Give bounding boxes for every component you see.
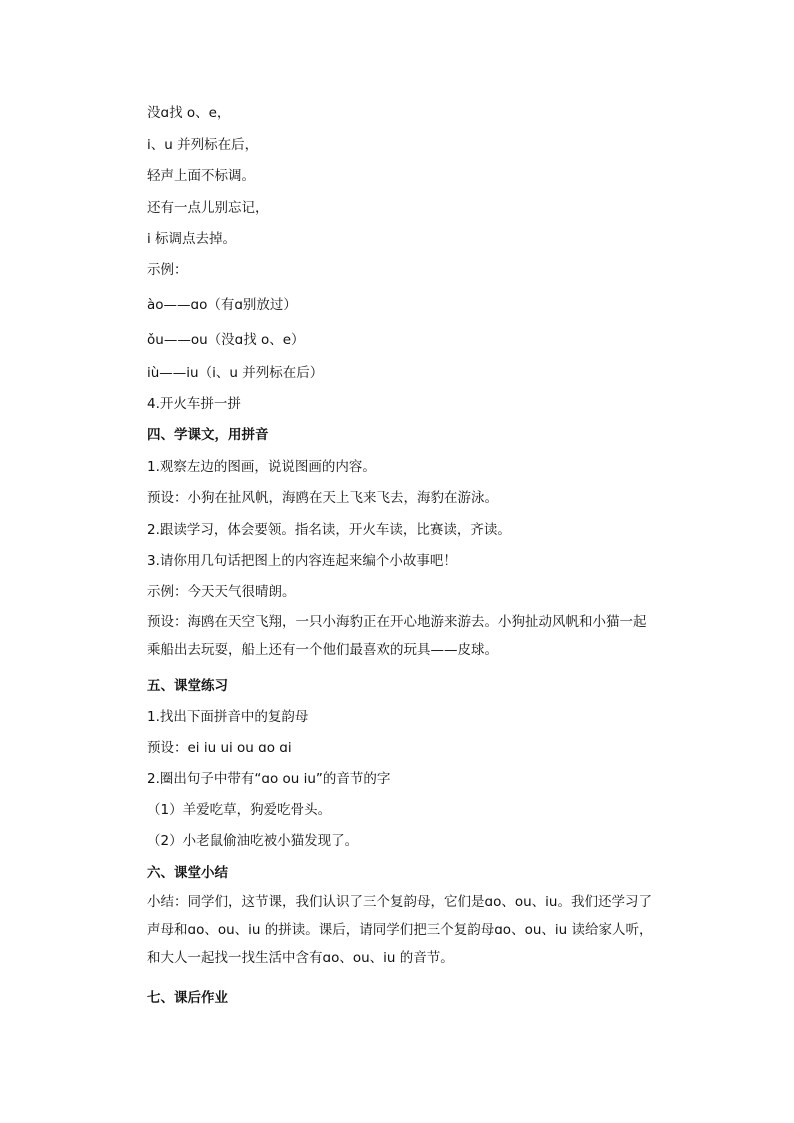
section-heading: 四、学课文，用拼音	[147, 427, 269, 443]
section-paragraph: 预设：海鸥在天空飞翔，一只小海豹正在开心地游来游去。小狗扯动风帆和小猫一起乘船出去玩耍，船上还有一个他们最喜欢的玩具——皮球。	[147, 614, 647, 658]
section-heading: 五、课堂练习	[147, 678, 228, 694]
verse-line: 没ɑ找 o、e，	[147, 105, 231, 121]
section-item: （2）小老鼠偷油吃被小猫发现了。	[147, 833, 359, 849]
section-item: 预设：小狗在扯风帆，海鸥在天上飞来飞去，海豹在游泳。	[147, 490, 498, 506]
section-item: 3.请你用几句话把图上的内容连起来编个小故事吧！	[147, 553, 457, 569]
example-line: ào——ɑo（有ɑ别放过）	[147, 297, 297, 313]
section-item: 1.找出下面拼音中的复韵母	[147, 709, 309, 725]
section-paragraph: 小结：同学们，这节课，我们认识了三个复韵母，它们是ɑo、ou、iu。我们还学习了声母和ɑo、ou、iu 的拼读。课后，请同学们把三个复韵母ɑo、ou、iu 读给家人听，和大人一起找一找生活中含有ɑo、ou、iu 的音节。	[147, 894, 653, 966]
example-line: iù——iu（i、u 并列标在后）	[147, 365, 324, 381]
section-item: 2.跟读学习，体会要领。指名读，开火车读，比赛读，齐读。	[147, 522, 511, 538]
section-item: 1.观察左边的图画，说说图画的内容。	[147, 459, 376, 475]
verse-line: i、u 并列标在后，	[147, 137, 259, 153]
section-item: 示例：今天天气很晴朗。	[147, 584, 296, 600]
section-item: （1）羊爱吃草，狗爱吃骨头。	[147, 802, 332, 818]
example-label: 示例：	[147, 262, 188, 278]
section-item: 预设：ei iu ui ou ɑo ɑi	[147, 740, 292, 756]
section-heading: 七、课后作业	[147, 990, 228, 1006]
section-item: 2.圈出句子中带有“ɑo ou iu”的音节的字	[147, 771, 391, 787]
verse-line: 轻声上面不标调。	[147, 168, 255, 184]
verse-line: 还有一点儿别忘记，	[147, 200, 269, 216]
section-heading: 六、课堂小结	[147, 865, 228, 881]
verse-line: i 标调点去掉。	[147, 231, 237, 247]
example-line: ǒu——ou（没ɑ找 o、e）	[147, 332, 305, 348]
activity-line: 4.开火车拼一拼	[147, 396, 241, 412]
